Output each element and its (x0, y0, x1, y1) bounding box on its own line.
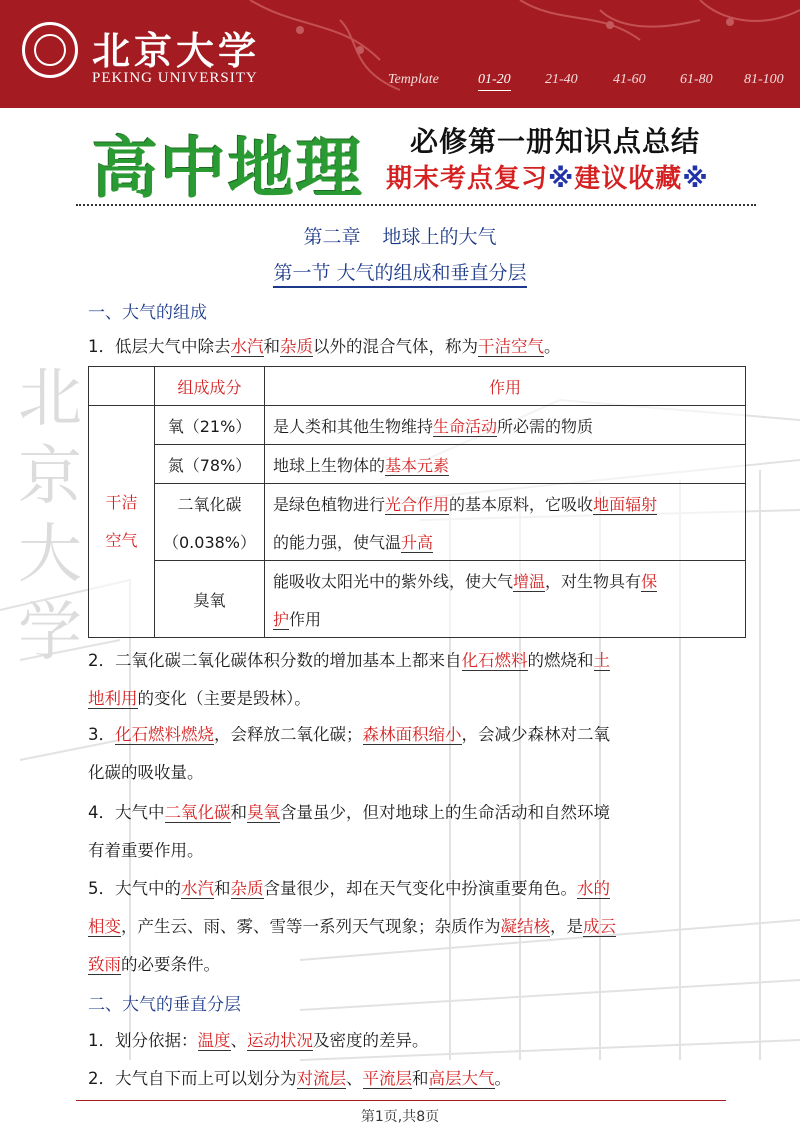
divider (76, 204, 756, 206)
paragraph-7: 2．大气自下而上可以划分为对流层、平流层和高层大气。 (88, 1069, 511, 1088)
subtitle-tagline: 期末考点复习※建议收藏※ (386, 164, 709, 194)
nav-41-60[interactable]: 41-60 (613, 72, 646, 87)
heading-part2: 二、大气的垂直分层 (88, 995, 241, 1015)
star-mark-icon: ※ (682, 164, 709, 194)
nav-61-80[interactable]: 61-80 (680, 72, 713, 87)
nav-template[interactable]: Template (388, 72, 439, 87)
table-row: 干洁空气 氧（21%） 是人类和其他生物维持生命活动所必需的物质 (89, 406, 746, 445)
table-row: 氮（78%） 地球上生物体的基本元素 (89, 445, 746, 484)
table-row: （0.038%） 的能力强，使气温升高 (89, 522, 746, 561)
paragraph-1: 1．低层大气中除去水汽和杂质以外的混合气体，称为干洁空气。 (88, 337, 561, 356)
paragraph-6: 1．划分依据：温度、运动状况及密度的差异。 (88, 1031, 429, 1050)
footer-divider (76, 1100, 726, 1101)
heading-part1: 一、大气的组成 (88, 303, 207, 323)
table-row: 护作用 (89, 599, 746, 638)
nav-21-40[interactable]: 21-40 (545, 72, 578, 87)
nav-01-20[interactable]: 01-20 (478, 72, 511, 91)
header-banner (0, 0, 800, 108)
category-cell: 干洁空气 (89, 406, 155, 638)
nav-81-100[interactable]: 81-100 (744, 72, 784, 87)
paragraph-5: 5．大气中的水汽和杂质含量很少，却在天气变化中扮演重要角色。水的 相变，产生云、雨、雾、雪等一系列天气现象；杂质作为凝结核，是成云 致雨的必要条件。 (88, 879, 616, 974)
subtitle: 必修第一册知识点总结 (410, 125, 701, 158)
table-header-row: 组成成分 作用 (89, 367, 746, 406)
logo-chinese: 北京大学 (92, 28, 261, 73)
composition-table (88, 366, 746, 638)
page-title: 高中地理 (92, 130, 364, 207)
logo-english: PEKING UNIVERSITY (92, 70, 258, 86)
section-title: 第一节 大气的组成和垂直分层 (0, 258, 800, 285)
paragraph-4: 4．大气中二氧化碳和臭氧含量虽少，但对地球上的生命活动和自然环境 有着重要作用。 (88, 803, 610, 860)
paragraph-2: 2．二氧化碳二氧化碳体积分数的增加基本上都来自化石燃料的燃烧和土 地利用的变化（主要是毁林）。 (88, 651, 610, 708)
star-mark-icon: ※ (548, 164, 575, 194)
table-row: 二氧化碳 是绿色植物进行光合作用的基本原料，它吸收地面辐射 (89, 484, 746, 523)
page-number: 第1页,共8页 (360, 1109, 440, 1125)
watermark: 北 京 大 学 (18, 362, 82, 670)
paragraph-3: 3．化石燃料燃烧，会释放二氧化碳；森林面积缩小，会减少森林对二氧 化碳的吸收量。 (88, 725, 610, 782)
table-row: 臭氧 能吸收太阳光中的紫外线，使大气增温，对生物具有保 (89, 561, 746, 600)
university-seal-icon (22, 22, 78, 78)
chapter-title: 第二章 地球上的大气 (303, 226, 497, 248)
